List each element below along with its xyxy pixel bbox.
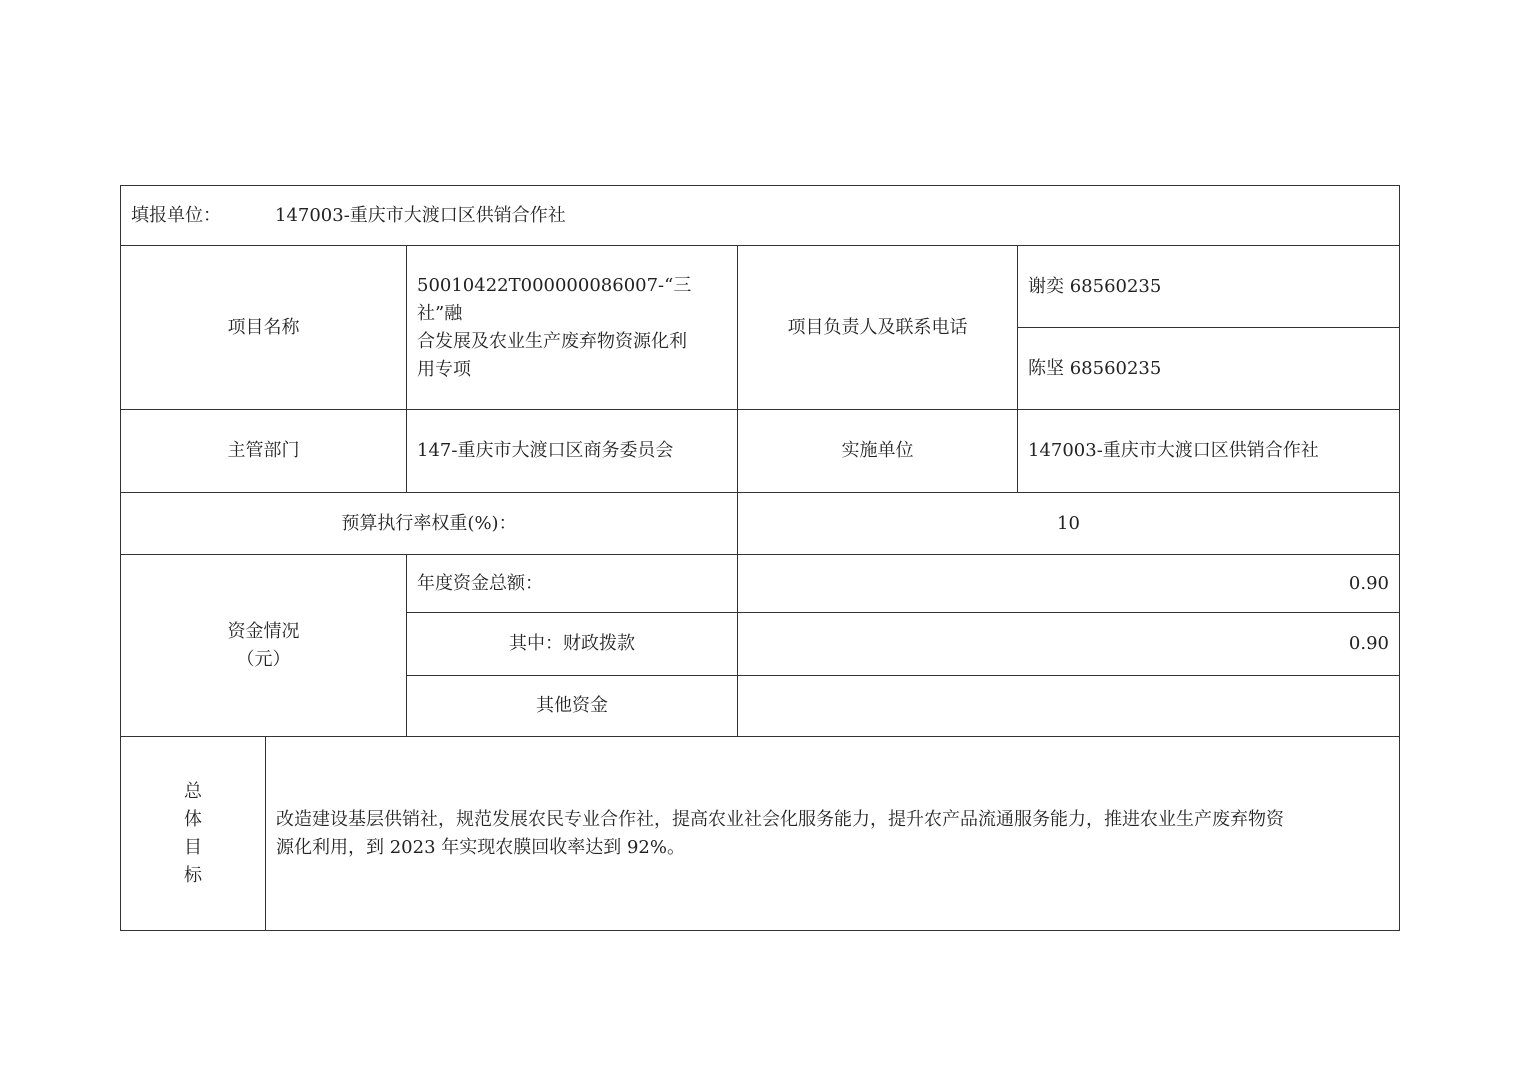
funds-unit: （元）: [236, 648, 291, 670]
fill-unit-value: 147003-重庆市大渡口区供销合作社: [275, 204, 566, 226]
total-funds-value: 0.90: [737, 554, 1400, 613]
goal-label-char: 目: [184, 836, 202, 858]
fiscal-funds-label: 其中：财政拨款: [406, 612, 738, 676]
weight-label: 预算执行率权重(%)：: [120, 492, 738, 555]
contact-label: 项目负责人及联系电话: [737, 245, 1018, 410]
other-funds-label: 其他资金: [406, 675, 738, 737]
fill-unit-label: 填报单位：: [131, 204, 221, 226]
header-row: [120, 185, 1400, 246]
dept-label: 主管部门: [120, 409, 407, 493]
goal-line: 改造建设基层供销社，规范发展农民专业合作社，提高农业社会化服务能力，提升农产品流通服务能力，推进农业生产废弃物资: [276, 808, 1284, 830]
contact-1: 谢奕 68560235: [1017, 245, 1400, 328]
fiscal-funds-value: 0.90: [737, 612, 1400, 676]
project-name-line: 合发展及农业生产废弃物资源化利: [417, 330, 687, 352]
goal-label-char: 总: [184, 780, 202, 802]
total-funds-label: 年度资金总额：: [406, 554, 738, 613]
project-name-value: [406, 245, 738, 410]
goal-text: [265, 736, 1400, 931]
dept-value: 147-重庆市大渡口区商务委员会: [406, 409, 738, 493]
project-name-label: 项目名称: [120, 245, 407, 410]
impl-unit-value: 147003-重庆市大渡口区供销合作社: [1017, 409, 1400, 493]
funds-label: [120, 554, 407, 737]
goal-label-char: 体: [184, 808, 202, 830]
impl-unit-label: 实施单位: [737, 409, 1018, 493]
funds-label-line: 资金情况: [227, 620, 300, 642]
other-funds-value: [737, 675, 1400, 737]
project-form-table: [120, 185, 1400, 931]
project-name-line: 50010422T000000086007-“三社”融: [417, 274, 692, 324]
contact-2: 陈坚 68560235: [1017, 327, 1400, 410]
goal-label: [120, 736, 266, 931]
project-name-line: 用专项: [417, 358, 471, 380]
weight-value: 10: [737, 492, 1400, 555]
goal-label-char: 标: [184, 864, 202, 886]
goal-line: 源化利用，到 2023 年实现农膜回收率达到 92%。: [276, 836, 685, 858]
